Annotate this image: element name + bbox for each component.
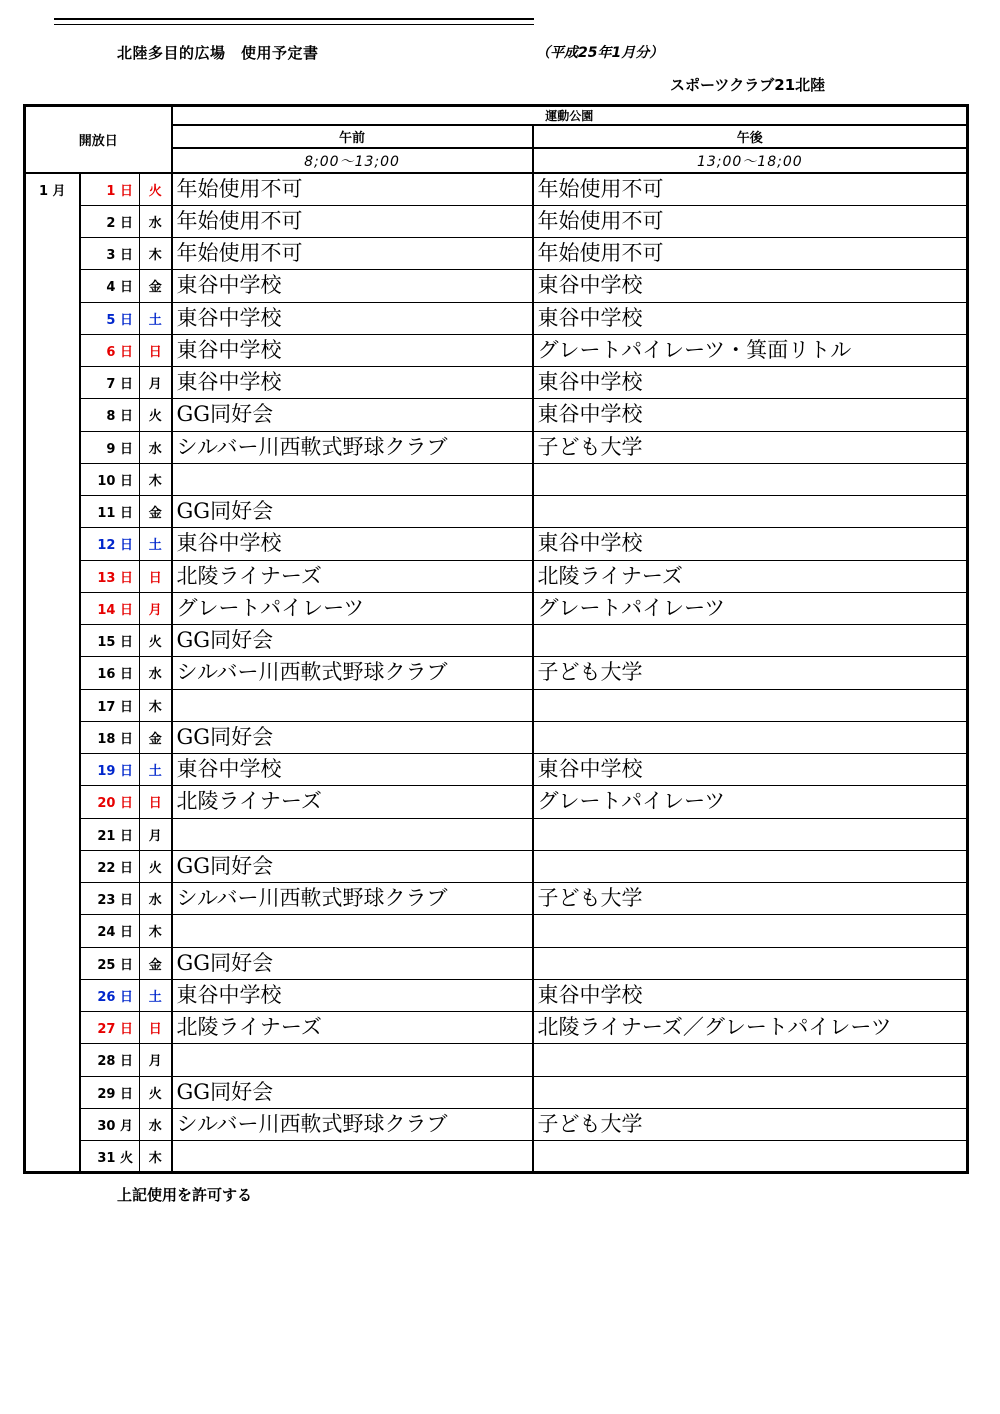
- table-row: [25, 625, 968, 657]
- pm-booking: 北陵ライナーズ: [533, 560, 968, 592]
- am-booking: シルバー川西軟式野球クラブ: [172, 1108, 533, 1140]
- am-booking: [172, 689, 533, 721]
- pm-booking: [533, 496, 968, 528]
- pm-booking: [533, 1044, 968, 1076]
- am-booking: 東谷中学校: [172, 754, 533, 786]
- table-row: [25, 205, 968, 237]
- pm-booking: [533, 689, 968, 721]
- weekday: 金: [140, 947, 172, 979]
- weekday: 木: [140, 1141, 172, 1173]
- weekday: 水: [140, 1108, 172, 1140]
- pm-booking: 東谷中学校: [533, 979, 968, 1011]
- table-row: [25, 528, 968, 560]
- weekday: 火: [140, 850, 172, 882]
- table-row: [25, 560, 968, 592]
- day-number: 24 日: [80, 915, 140, 947]
- pm-booking: [533, 625, 968, 657]
- day-number: 25 日: [80, 947, 140, 979]
- day-number: 28 日: [80, 1044, 140, 1076]
- weekday: 火: [140, 625, 172, 657]
- weekday: 木: [140, 689, 172, 721]
- am-booking: 東谷中学校: [172, 302, 533, 334]
- table-row: [25, 173, 968, 205]
- table-row: [25, 270, 968, 302]
- schedule-body: [25, 173, 968, 1173]
- table-row: [25, 1141, 968, 1173]
- am-booking: 東谷中学校: [172, 367, 533, 399]
- weekday: 水: [140, 883, 172, 915]
- weekday: 火: [140, 399, 172, 431]
- am-booking: グレートパイレーツ: [172, 592, 533, 624]
- weekday: 月: [140, 1044, 172, 1076]
- pm-header: 午後: [533, 125, 968, 148]
- pm-booking: 東谷中学校: [533, 270, 968, 302]
- am-booking: GG同好会: [172, 850, 533, 882]
- am-booking: [172, 915, 533, 947]
- pm-booking: 東谷中学校: [533, 528, 968, 560]
- weekday: 木: [140, 463, 172, 495]
- weekday: 土: [140, 754, 172, 786]
- pm-booking: 北陵ライナーズ／グレートパイレーツ: [533, 1012, 968, 1044]
- pm-booking: 年始使用不可: [533, 173, 968, 205]
- top-rule: [54, 18, 534, 25]
- table-row: [25, 1012, 968, 1044]
- pm-booking: [533, 818, 968, 850]
- pm-booking: 東谷中学校: [533, 302, 968, 334]
- day-number: 19 日: [80, 754, 140, 786]
- table-row: [25, 238, 968, 270]
- weekday: 水: [140, 657, 172, 689]
- am-booking: 年始使用不可: [172, 205, 533, 237]
- table-row: [25, 399, 968, 431]
- day-number: 5 日: [80, 302, 140, 334]
- table-row: [25, 947, 968, 979]
- am-booking: [172, 818, 533, 850]
- am-booking: GG同好会: [172, 947, 533, 979]
- day-number: 13 日: [80, 560, 140, 592]
- weekday: 水: [140, 431, 172, 463]
- day-number: 6 日: [80, 334, 140, 366]
- table-row: [25, 979, 968, 1011]
- pm-booking: グレートパイレーツ: [533, 592, 968, 624]
- pm-booking: グレートパイレーツ・箕面リトル: [533, 334, 968, 366]
- weekday: 土: [140, 302, 172, 334]
- day-number: 31 火: [80, 1141, 140, 1173]
- table-row: [25, 334, 968, 366]
- table-row: [25, 496, 968, 528]
- weekday: 金: [140, 496, 172, 528]
- day-number: 12 日: [80, 528, 140, 560]
- am-booking: 東谷中学校: [172, 528, 533, 560]
- table-row: [25, 1044, 968, 1076]
- am-booking: 北陵ライナーズ: [172, 1012, 533, 1044]
- day-number: 21 日: [80, 818, 140, 850]
- pm-booking: グレートパイレーツ: [533, 786, 968, 818]
- document-title: 北陸多目的広場 使用予定書: [117, 44, 319, 62]
- day-number: 15 日: [80, 625, 140, 657]
- table-row: [25, 592, 968, 624]
- table-row: [25, 463, 968, 495]
- table-row: [25, 818, 968, 850]
- day-number: 8 日: [80, 399, 140, 431]
- table-row: [25, 883, 968, 915]
- day-number: 7 日: [80, 367, 140, 399]
- am-booking: シルバー川西軟式野球クラブ: [172, 883, 533, 915]
- pm-booking: [533, 1076, 968, 1108]
- day-number: 23 日: [80, 883, 140, 915]
- pm-booking: 子ども大学: [533, 1108, 968, 1140]
- am-booking: 北陵ライナーズ: [172, 560, 533, 592]
- venue-header: 運動公園: [172, 106, 968, 126]
- table-row: [25, 367, 968, 399]
- pm-booking: [533, 947, 968, 979]
- table-row: [25, 657, 968, 689]
- table-row: [25, 1076, 968, 1108]
- weekday: 月: [140, 818, 172, 850]
- am-booking: GG同好会: [172, 399, 533, 431]
- am-booking: GG同好会: [172, 625, 533, 657]
- month-label: 1 月: [25, 173, 80, 1173]
- weekday: 水: [140, 205, 172, 237]
- am-booking: 年始使用不可: [172, 173, 533, 205]
- day-number: 27 日: [80, 1012, 140, 1044]
- am-booking: [172, 1141, 533, 1173]
- day-number: 16 日: [80, 657, 140, 689]
- pm-booking: 年始使用不可: [533, 238, 968, 270]
- pm-booking: 子ども大学: [533, 657, 968, 689]
- weekday: 日: [140, 560, 172, 592]
- day-number: 30 月: [80, 1108, 140, 1140]
- table-row: [25, 431, 968, 463]
- pm-booking: [533, 850, 968, 882]
- weekday: 金: [140, 721, 172, 753]
- schedule-table: [23, 104, 969, 1174]
- day-number: 10 日: [80, 463, 140, 495]
- day-number: 26 日: [80, 979, 140, 1011]
- am-booking: GG同好会: [172, 1076, 533, 1108]
- table-row: [25, 1108, 968, 1140]
- pm-booking: 子ども大学: [533, 883, 968, 915]
- table-row: [25, 850, 968, 882]
- weekday: 月: [140, 367, 172, 399]
- pm-booking: 東谷中学校: [533, 399, 968, 431]
- weekday: 金: [140, 270, 172, 302]
- day-number: 9 日: [80, 431, 140, 463]
- period-label: （平成25年1月分）: [536, 45, 664, 61]
- pm-booking: [533, 721, 968, 753]
- weekday: 土: [140, 979, 172, 1011]
- pm-booking: 東谷中学校: [533, 754, 968, 786]
- am-booking: [172, 463, 533, 495]
- am-booking: GG同好会: [172, 496, 533, 528]
- am-booking: [172, 1044, 533, 1076]
- am-booking: シルバー川西軟式野球クラブ: [172, 431, 533, 463]
- open-day-header: 開放日: [25, 106, 172, 174]
- day-number: 3 日: [80, 238, 140, 270]
- weekday: 土: [140, 528, 172, 560]
- table-row: [25, 689, 968, 721]
- table-row: [25, 915, 968, 947]
- pm-booking: 東谷中学校: [533, 367, 968, 399]
- table-row: [25, 721, 968, 753]
- weekday: 火: [140, 1076, 172, 1108]
- am-header: 午前: [172, 125, 533, 148]
- table-row: [25, 786, 968, 818]
- weekday: 月: [140, 592, 172, 624]
- day-number: 17 日: [80, 689, 140, 721]
- day-number: 1 日: [80, 173, 140, 205]
- pm-booking: 年始使用不可: [533, 205, 968, 237]
- weekday: 火: [140, 173, 172, 205]
- weekday: 木: [140, 238, 172, 270]
- am-booking: 東谷中学校: [172, 270, 533, 302]
- am-booking: シルバー川西軟式野球クラブ: [172, 657, 533, 689]
- am-booking: 東谷中学校: [172, 979, 533, 1011]
- day-number: 2 日: [80, 205, 140, 237]
- am-booking: GG同好会: [172, 721, 533, 753]
- weekday: 木: [140, 915, 172, 947]
- day-number: 22 日: [80, 850, 140, 882]
- am-booking: 年始使用不可: [172, 238, 533, 270]
- pm-booking: [533, 915, 968, 947]
- day-number: 11 日: [80, 496, 140, 528]
- organization-name: スポーツクラブ21北陸: [670, 76, 826, 94]
- am-booking: 東谷中学校: [172, 334, 533, 366]
- table-row: [25, 302, 968, 334]
- approval-note: 上記使用を許可する: [117, 1186, 253, 1204]
- am-time-header: 8;00～13;00: [172, 148, 533, 173]
- pm-booking: 子ども大学: [533, 431, 968, 463]
- pm-booking: [533, 463, 968, 495]
- table-row: [25, 754, 968, 786]
- day-number: 18 日: [80, 721, 140, 753]
- weekday: 日: [140, 786, 172, 818]
- weekday: 日: [140, 1012, 172, 1044]
- am-booking: 北陵ライナーズ: [172, 786, 533, 818]
- day-number: 4 日: [80, 270, 140, 302]
- day-number: 20 日: [80, 786, 140, 818]
- day-number: 29 日: [80, 1076, 140, 1108]
- pm-booking: [533, 1141, 968, 1173]
- pm-time-header: 13;00～18;00: [533, 148, 968, 173]
- weekday: 日: [140, 334, 172, 366]
- day-number: 14 日: [80, 592, 140, 624]
